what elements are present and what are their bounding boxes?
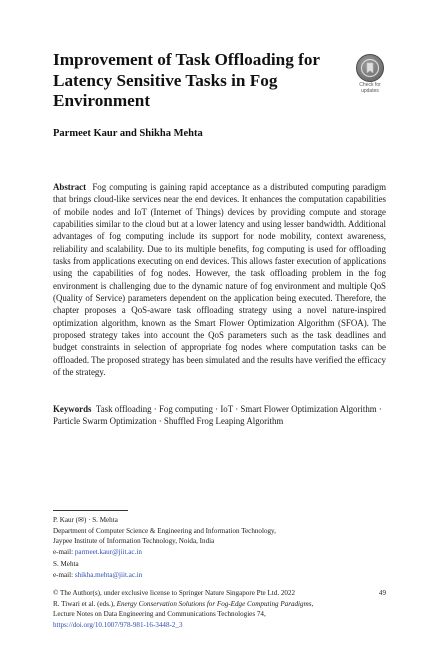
paper-title: Improvement of Task Offloading for Latency Sensitive Tasks in Fog Environment bbox=[53, 50, 320, 110]
doi-link[interactable]: https://doi.org/10.1007/978-981-16-3448-2_3 bbox=[53, 620, 183, 629]
affiliation-department: Department of Computer Science & Engineering and Information Technology, bbox=[53, 526, 276, 535]
abstract bbox=[53, 181, 386, 379]
book-title: Energy Conservation Solutions for Fog-Edge Computing Paradigms bbox=[116, 599, 312, 608]
keywords-text: Task offloading · Fog computing · IoT · Smart Flower Optimization Algorithm · Particle Swarm Optimization · Shuffled Frog Leaping Algorithm bbox=[53, 404, 382, 427]
series: Lecture Notes on Data Engineering and Communications Technologies 74, bbox=[53, 610, 266, 619]
keywords bbox=[53, 403, 386, 428]
page-number: 49 bbox=[378, 589, 386, 597]
footer bbox=[53, 588, 386, 630]
check-for-updates-badge[interactable] bbox=[355, 54, 385, 94]
email-link[interactable]: shikha.mehta@jiit.ac.in bbox=[74, 570, 143, 579]
affiliation-author-2: S. Mehta bbox=[53, 560, 79, 568]
email-link[interactable]: parmeet.kaur@jiit.ac.in bbox=[74, 547, 142, 556]
footnote-divider bbox=[53, 510, 128, 511]
copyright: © The Author(s), under exclusive license to Springer Nature Singapore Pte Ltd. 2022 bbox=[53, 589, 296, 597]
authors: Parmeet Kaur and Shikha Mehta bbox=[53, 128, 203, 139]
affiliation-block bbox=[53, 515, 386, 557]
citation: R. Tiwari et al. (eds.), Energy Conservation Solutions for Fog-Edge Computing Paradigms, bbox=[53, 599, 314, 608]
affiliation-email-row: e-mail: parmeet.kaur@jiit.ac.in bbox=[53, 547, 142, 556]
keywords-heading: Keywords bbox=[53, 404, 92, 414]
affiliation-email-row-2: e-mail: shikha.mehta@jiit.ac.in bbox=[53, 570, 143, 579]
bookmark-icon bbox=[356, 54, 384, 82]
affiliation-authors: P. Kaur (✉) · S. Mehta bbox=[53, 516, 118, 524]
badge-label: Check for updates bbox=[359, 82, 381, 94]
affiliation-block-2 bbox=[53, 559, 386, 580]
affiliation-institute: Jaypee Institute of Information Technology, Noida, India bbox=[53, 537, 215, 546]
abstract-text: Fog computing is gaining rapid acceptance as a distributed computing paradigm that brings cloud-like services near the end devices. It enhances the computation capabilities of mobile nodes and IoT (Internet of Things) devices by providing compute and storage capabilities similar to the cloud but at a lower latency and using lesser bandwidth. Additional advantages of fog computing include its support for node mobility, context awareness, reliability and scalability. Due to its multiple benefits, fog computing is used for offloading tasks from applications executing on end devices. This allows faster execution of applications using the capabilities of fog nodes. However, the task offloading problem in the fog environment is challenging due to the dynamic nature of fog environment and multiple QoS (Quality of Service) parameters dependent on the application being executed. Therefore, the chapter proposes a QoS-aware task offloading strategy using a novel nature-inspired optimization algorithm, known as the Smart Flower Optimization Algorithm (SFOA). The proposed strategy takes into account the QoS parameters such as the task deadlines and budget constraints in selection of appropriate fog nodes where computation tasks can be offloaded. The proposed strategy has been simulated and the results have verified the efficacy of the strategy. bbox=[53, 182, 387, 378]
abstract-heading: Abstract bbox=[53, 182, 87, 192]
